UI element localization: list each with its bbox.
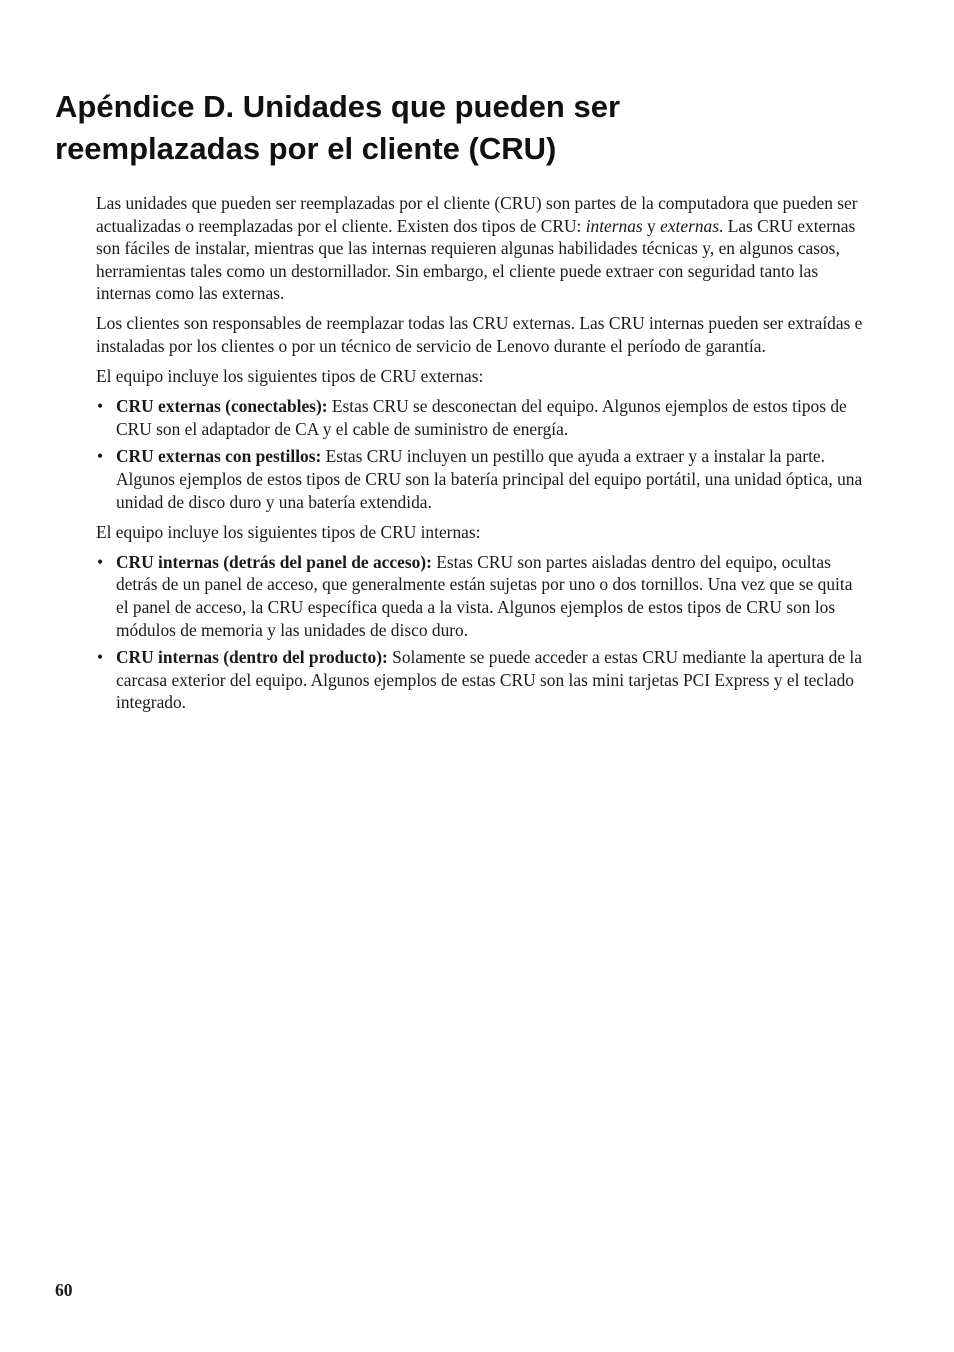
- list-item-term: CRU externas (conectables):: [116, 396, 328, 417]
- page-title-line-2: reemplazadas por el cliente (CRU): [55, 131, 557, 166]
- list-item-text: Estas CRU incluyen un pestillo que ayuda a extraer y a instalar la parte. Algunos ejemplos de estos tipos de CRU son la batería principal del equipo portátil, una unidad óptica, una unidad de disco duro y una batería extendida.: [116, 446, 863, 512]
- page-title-line-1: Apéndice D. Unidades que pueden ser: [55, 89, 621, 124]
- list-item: [96, 551, 868, 641]
- internal-cru-list: [96, 551, 868, 714]
- list-item: [96, 395, 868, 440]
- intro-em-externas: externas: [660, 215, 720, 236]
- intro-paragraph: [96, 192, 868, 305]
- list-item-term: CRU externas con pestillos:: [116, 446, 322, 467]
- intro-text-1: Las unidades que pueden ser reemplazadas por el cliente (CRU) son partes de la computadora que pueden ser actualizadas o reemplazadas por el cliente. Existen dos tipos de CRU:: [96, 193, 858, 236]
- bullet-icon: •: [97, 446, 104, 467]
- list-item-text: Estas CRU son partes aisladas dentro del equipo, ocultas detrás de un panel de acceso, que generalmente están sujetas por uno o dos tornillos. Una vez que se quita el panel de acceso, la CRU específica queda a la vista. Algunos ejemplos de estos tipos de CRU son los módulos de memoria y las unidades de disco duro.: [116, 551, 853, 640]
- list-item-text: Estas CRU se desconectan del equipo. Algunos ejemplos de estos tipos de CRU son el adaptador de CA y el cable de suministro de energía.: [116, 396, 847, 439]
- list-item-term: CRU internas (detrás del panel de acceso):: [116, 551, 432, 572]
- bullet-icon: •: [97, 647, 104, 668]
- page-title: [55, 86, 895, 170]
- intro-text-3: . Las CRU externas son fáciles de instalar, mientras que las internas requieren algunas habilidades técnicas y, en algunos casos, herramientas tales como un destornillador. Sin embargo, el cliente puede extraer con seguridad tanto las internas como las externas.: [96, 215, 856, 304]
- intro-text-2: y: [642, 215, 661, 236]
- page-number: 60: [55, 1280, 73, 1300]
- intro-em-internas: internas: [585, 215, 643, 236]
- list-item: [96, 445, 868, 513]
- body-text: [96, 192, 868, 721]
- list-item-term: CRU internas (dentro del producto):: [116, 647, 388, 668]
- internal-cru-intro: El equipo incluye los siguientes tipos de CRU internas:: [96, 521, 481, 542]
- bullet-icon: •: [97, 396, 104, 417]
- external-cru-intro: El equipo incluye los siguientes tipos de CRU externas:: [96, 366, 484, 387]
- list-item: [96, 646, 868, 714]
- list-item-text: Solamente se puede acceder a estas CRU mediante la apertura de la carcasa exterior del equipo. Algunos ejemplos de estas CRU son las mini tarjetas PCI Express y el teclado integrado.: [116, 647, 862, 713]
- bullet-icon: •: [97, 551, 104, 572]
- responsibility-paragraph: Los clientes son responsables de reemplazar todas las CRU externas. Las CRU internas pueden ser extraídas e instaladas por los clientes o por un técnico de servicio de Lenovo durante el período de garantía.: [96, 313, 863, 357]
- external-cru-list: [96, 395, 868, 513]
